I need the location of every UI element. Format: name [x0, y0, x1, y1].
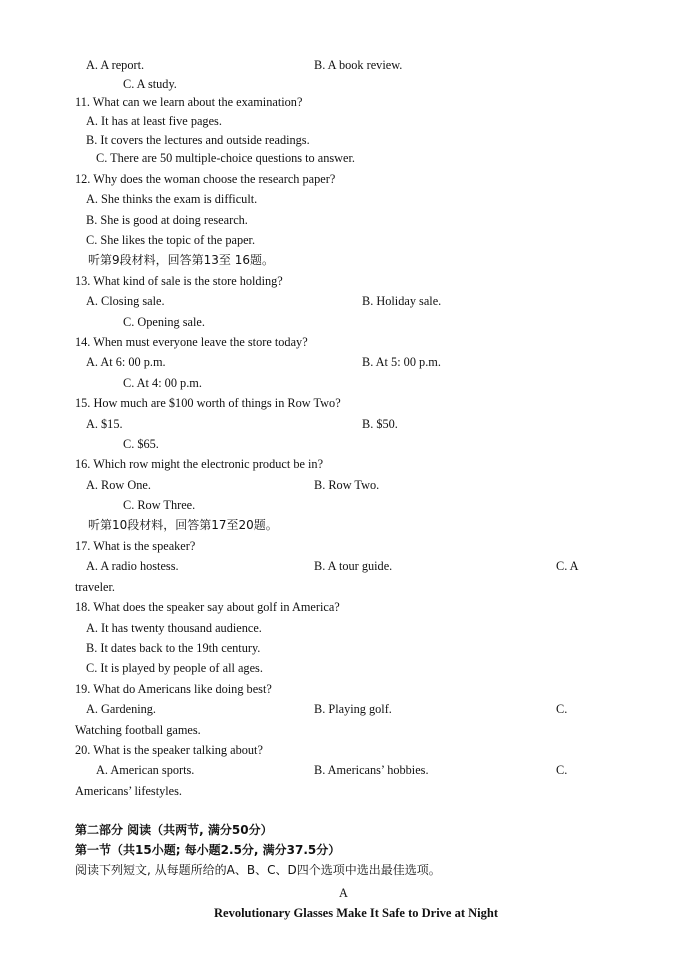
q20-option-c-start: C. [556, 763, 568, 777]
q12-option-a: A. She thinks the exam is difficult. [86, 192, 258, 206]
q18-stem: 18. What does the speaker say about golf in America? [75, 600, 340, 614]
q15-option-c: C. $65. [123, 437, 159, 451]
q11-option-c: C. There are 50 multiple-choice questions to answer. [96, 151, 355, 165]
q11-option-b: B. It covers the lectures and outside readings. [86, 133, 310, 147]
q12-option-c: C. She likes the topic of the paper. [86, 233, 256, 247]
q17-option-a: A. A radio hostess. [86, 559, 179, 573]
q10-option-c: C. A study. [123, 77, 177, 91]
q12-stem: 12. Why does the woman choose the research paper? [75, 172, 336, 186]
q13-option-b: B. Holiday sale. [362, 294, 442, 308]
q16-stem: 16. Which row might the electronic product be in? [75, 457, 324, 471]
q17-option-c-end: traveler. [75, 580, 115, 594]
q18-option-a: A. It has twenty thousand audience. [86, 621, 262, 635]
q19-option-c-start: C. [556, 702, 568, 716]
q14-option-b: B. At 5: 00 p.m. [362, 355, 441, 369]
q13-option-a: A. Closing sale. [86, 294, 165, 308]
q19-option-a: A. Gardening. [86, 702, 157, 716]
q16-option-c: C. Row Three. [123, 498, 196, 512]
q20-option-a: A. American sports. [96, 763, 195, 777]
passage-label: A [339, 886, 348, 900]
q16-option-b: B. Row Two. [314, 478, 380, 492]
reading-instruction: 阅读下列短文, 从每题所给的A、B、C、D四个选项中选出最佳选项。 [75, 863, 441, 877]
q12-option-b: B. She is good at doing research. [86, 213, 248, 227]
q20-option-c-end: Americans’ lifestyles. [75, 784, 182, 798]
q17-option-b: B. A tour guide. [314, 559, 393, 573]
q19-option-b: B. Playing golf. [314, 702, 392, 716]
q13-stem: 13. What kind of sale is the store holding? [75, 274, 283, 288]
q20-option-b: B. Americans’ hobbies. [314, 763, 429, 777]
section9-instruction: 听第9段材料，回答第13至 16题。 [88, 253, 274, 267]
q18-option-c: C. It is played by people of all ages. [86, 661, 263, 675]
q14-option-a: A. At 6: 00 p.m. [86, 355, 166, 369]
part2-heading: 第二部分 阅读（共两节, 满分50分） [75, 823, 273, 837]
q11-option-a: A. It has at least five pages. [86, 114, 222, 128]
q10-option-b: B. A book review. [314, 58, 403, 72]
q10-option-a: A. A report. [86, 58, 145, 72]
q15-option-b: B. $50. [362, 417, 398, 431]
q13-option-c: C. Opening sale. [123, 315, 205, 329]
q11-stem: 11. What can we learn about the examination? [75, 95, 303, 109]
section10-instruction: 听第10段材料，回答第17至20题。 [88, 518, 278, 532]
passage-title: Revolutionary Glasses Make It Safe to Drive at Night [214, 906, 498, 920]
q18-option-b: B. It dates back to the 19th century. [86, 641, 261, 655]
q14-option-c: C. At 4: 00 p.m. [123, 376, 202, 390]
q17-stem: 17. What is the speaker? [75, 539, 196, 553]
q14-stem: 14. When must everyone leave the store today? [75, 335, 308, 349]
q19-option-c-end: Watching football games. [75, 723, 201, 737]
section1-heading: 第一节（共15小题; 每小题2.5分, 满分37.5分） [75, 843, 341, 857]
q20-stem: 20. What is the speaker talking about? [75, 743, 263, 757]
q15-stem: 15. How much are $100 worth of things in Row Two? [75, 396, 341, 410]
q17-option-c-start: C. A [556, 559, 579, 573]
q15-option-a: A. $15. [86, 417, 123, 431]
q16-option-a: A. Row One. [86, 478, 151, 492]
q19-stem: 19. What do Americans like doing best? [75, 682, 272, 696]
